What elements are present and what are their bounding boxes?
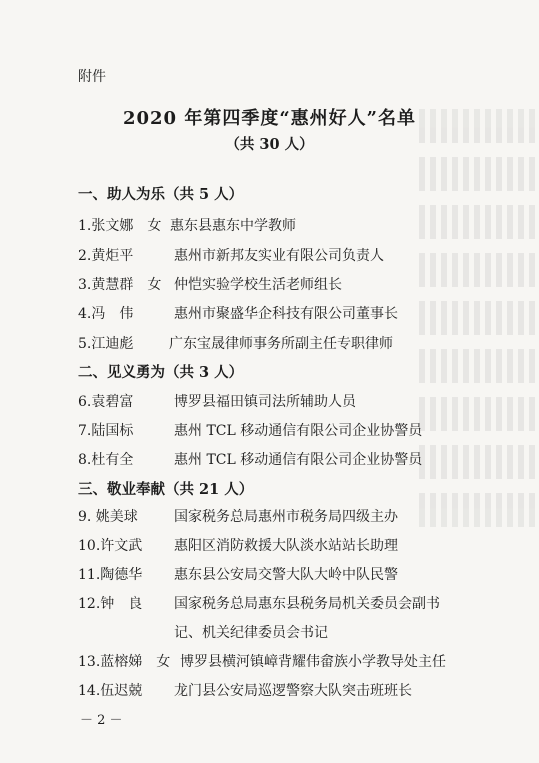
person-description: 国家税务总局惠东县税务局机关委员会副书 — [174, 596, 440, 612]
page-number: － 2 － — [80, 713, 123, 728]
list-item — [78, 593, 440, 613]
list-item — [78, 303, 398, 323]
person-description: 惠阳区消防救援大队淡水站站长助理 — [174, 538, 398, 554]
person-name: 4.冯 伟 — [78, 306, 134, 322]
person-description: 博罗县横河镇嶂背耀伟畲族小学教导处主任 — [180, 654, 446, 670]
list-item — [78, 215, 296, 235]
person-description: 惠州市新邦友实业有限公司负责人 — [174, 248, 384, 264]
person-name: 11.陶德华 — [78, 567, 143, 583]
list-item — [78, 564, 398, 584]
person-name: 8.杜有全 — [78, 452, 134, 468]
person-name: 7.陆国标 — [78, 423, 134, 439]
document-subtitle: （共 30 人） — [225, 136, 314, 153]
document-title: 2020 年第四季度“惠州好人”名单 — [122, 108, 417, 129]
person-description: 龙门县公安局巡逻警察大队突击班班长 — [174, 683, 412, 699]
section-heading: 一、助人为乐（共 5 人） — [78, 186, 244, 203]
person-name: 10.许文武 — [78, 538, 143, 554]
list-item — [78, 245, 384, 265]
person-name: 3.黄慧群 女 — [78, 277, 162, 293]
person-description: 博罗县福田镇司法所辅助人员 — [174, 394, 356, 410]
person-description: 惠州 TCL 移动通信有限公司企业协警员 — [174, 423, 423, 439]
section-heading: 三、敬业奉献（共 21 人） — [78, 481, 254, 498]
person-name: 13.蓝榕娣 女 — [78, 654, 171, 670]
list-item — [78, 680, 412, 700]
list-item — [78, 420, 423, 440]
person-description: 国家税务总局惠州市税务局四级主办 — [174, 509, 398, 525]
person-name: 12.钟 良 — [78, 596, 143, 612]
person-description: 记、机关纪律委员会书记 — [174, 625, 328, 641]
person-description: 惠东县惠东中学教师 — [170, 218, 296, 234]
person-name: 1.张文娜 女 — [78, 218, 162, 234]
person-description: 惠州 TCL 移动通信有限公司企业协警员 — [174, 452, 423, 468]
bleed-through-texture — [419, 95, 539, 575]
list-item — [78, 449, 423, 469]
list-item — [78, 535, 398, 555]
section-heading: 二、见义勇为（共 3 人） — [78, 364, 244, 381]
person-name: 9. 姚美球 — [78, 509, 138, 525]
person-name: 2.黄炬平 — [78, 248, 134, 264]
list-item — [78, 651, 446, 671]
person-name: 14.伍迟兢 — [78, 683, 143, 699]
attachment-label: 附件 — [78, 69, 106, 85]
person-description: 仲恺实验学校生活老师组长 — [174, 277, 342, 293]
list-item — [78, 274, 342, 294]
list-item — [78, 391, 356, 411]
person-description: 惠州市聚盛华企科技有限公司董事长 — [174, 306, 398, 322]
person-name: 6.袁碧富 — [78, 394, 134, 410]
list-item — [78, 333, 393, 353]
person-name: 5.江迪彪 — [78, 336, 134, 352]
list-item — [78, 506, 398, 526]
person-description: 惠东县公安局交警大队大岭中队民警 — [174, 567, 398, 583]
person-description: 广东宝晟律师事务所副主任专职律师 — [169, 336, 393, 352]
